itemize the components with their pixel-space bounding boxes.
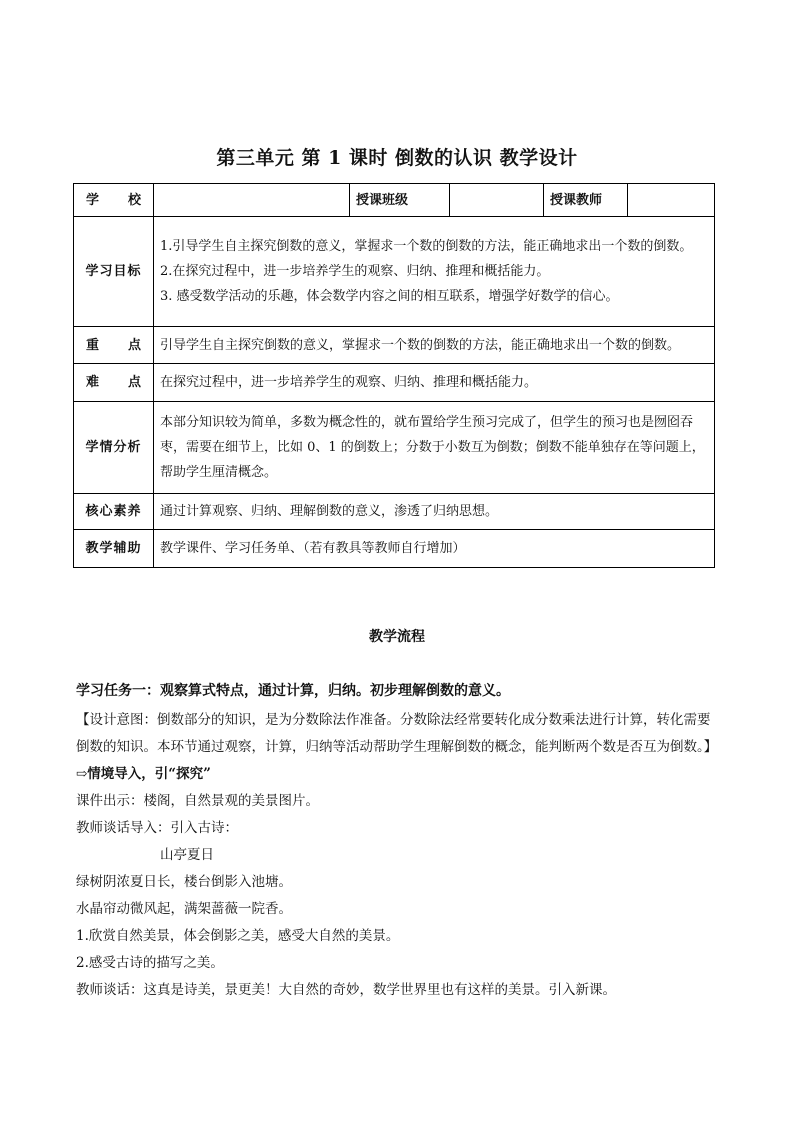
row-key	[74, 327, 715, 364]
courseware-text: 课件出示：楼阁，自然景观的美景图片。	[76, 793, 319, 809]
step-heading: ⇨情境导入，引“探究”	[76, 766, 211, 782]
goal-item: 2.在探究过程中，进一步培养学生的观察、归纳、推理和概括能力。	[160, 264, 550, 279]
teacher-value	[628, 184, 715, 217]
aid-content: 教学课件、学习任务单、（若有教具等教师自行增加）	[154, 530, 715, 568]
class-label: 授课班级	[350, 184, 450, 217]
core-content: 通过计算观察、归纳、理解倒数的意义，渗透了归纳思想。	[154, 494, 715, 530]
school-value	[154, 184, 350, 217]
lesson-info-table	[73, 183, 715, 568]
key-label: 重 点	[74, 327, 154, 364]
teacher-label: 授课教师	[544, 184, 628, 217]
row-school	[74, 184, 715, 217]
analysis-label: 学情分析	[74, 402, 154, 494]
document-title: 第三单元 第 1 课时 倒数的认识 教学设计	[216, 147, 578, 169]
core-label: 核心素养	[74, 494, 154, 530]
point-item: 1.欣赏自然美景，体会倒影之美，感受大自然的美景。	[76, 928, 400, 944]
class-value	[450, 184, 544, 217]
key-content: 引导学生自主探究倒数的意义，掌握求一个数的倒数的方法，能正确地求出一个数的倒数。	[154, 327, 715, 364]
goal-item: 1.引导学生自主探究倒数的意义，掌握求一个数的倒数的方法，能正确地求出一个数的倒数。	[160, 239, 693, 254]
poem-line: 水晶帘动微风起，满架蔷薇一院香。	[76, 901, 292, 917]
design-intent: 【设计意图：倒数部分的知识，是为分数除法作准备。分数除法经常要转化成分数乘法进行计算，转化需要倒数的知识。本环节通过观察，计算，归纳等活动帮助学生理解倒数的概念，能判断两个数是否互为倒数。】	[76, 712, 718, 755]
point-item: 2.感受古诗的描写之美。	[76, 955, 224, 971]
difficulty-content: 在探究过程中，进一步培养学生的观察、归纳、推理和概括能力。	[154, 364, 715, 402]
difficulty-label: 难 点	[74, 364, 154, 402]
row-analysis	[74, 402, 715, 494]
goal-item: 3. 感受数学活动的乐趣，体会数学内容之间的相互联系，增强学好数学的信心。	[160, 289, 619, 304]
teacher-talk: 教师谈话：这真是诗美，景更美！大自然的奇妙，数学世界里也有这样的美景。引入新课。	[76, 982, 616, 998]
row-aid	[74, 530, 715, 568]
process-title: 教学流程	[369, 629, 425, 645]
task-heading: 学习任务一：观察算式特点，通过计算，归纳。初步理解倒数的意义。	[76, 683, 510, 699]
row-core	[74, 494, 715, 530]
goals-label: 学习目标	[74, 217, 154, 327]
poem-title: 山亭夏日	[160, 847, 214, 863]
row-difficulty	[74, 364, 715, 402]
analysis-content: 本部分知识较为简单，多数为概念性的，就布置给学生预习完成了，但学生的预习也是囫囵吞枣，需要在细节上，比如 0、1 的倒数上；分数于小数互为倒数；倒数不能单独存在等问题上，帮助学生厘清概念。	[154, 402, 715, 494]
teacher-intro: 教师谈话导入：引入古诗：	[76, 820, 238, 836]
row-goals	[74, 217, 715, 327]
school-label: 学 校	[74, 184, 154, 217]
goals-content	[154, 217, 715, 327]
aid-label: 教学辅助	[74, 530, 154, 568]
process-body	[76, 678, 720, 1004]
poem-line: 绿树阴浓夏日长，楼台倒影入池塘。	[76, 874, 292, 890]
